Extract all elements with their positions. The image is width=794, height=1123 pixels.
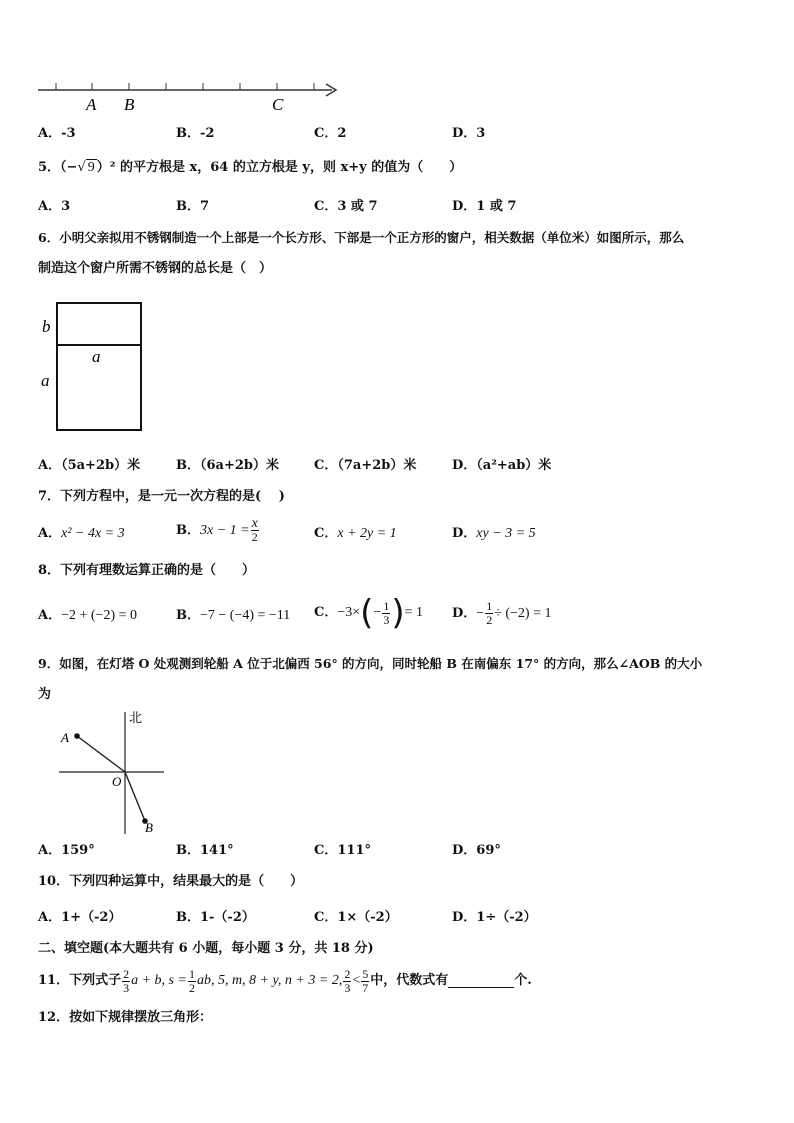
label-lighthouse-o: O — [112, 774, 122, 789]
q12-stem: 12．按如下规律摆放三角形： — [38, 1010, 213, 1025]
label-a-side: a — [41, 371, 50, 390]
number-line-figure — [36, 78, 346, 116]
point-label-c: C — [272, 95, 284, 114]
label-ship-b: B — [145, 820, 153, 835]
q5-option-d: D．1 或 7 — [452, 199, 517, 214]
ray-ob — [125, 772, 145, 821]
q5-option-c: C．3 或 7 — [314, 199, 378, 214]
q7-option-b: B． 3x − 1 = $\frac{x}{2}$ — [176, 516, 258, 544]
q8-option-b: B．−7 − (−4) = −11 — [176, 608, 291, 623]
point-a-dot — [74, 733, 80, 739]
q6-option-d: D．（a²+ab）米 — [452, 458, 552, 473]
q4-option-a: A．-3 — [38, 126, 76, 141]
q9-stem-line1: 9．如图，在灯塔 O 处观测到轮船 A 位于北偏西 56° 的方向，同时轮船 B 在南偏东 17° 的方向，那么∠AOB 的大小 — [38, 656, 703, 671]
q10-option-d: D．1÷（-2） — [452, 910, 537, 925]
q9-option-d: D．69° — [452, 843, 501, 858]
q5-stem: 5．（−√ 9 ）² 的平方根是 x，64 的立方根是 y，则 x+y 的值为（ ） — [38, 160, 463, 175]
compass-figure — [56, 708, 180, 840]
q4-option-d: D．3 — [452, 126, 486, 141]
q8-option-d: D． − $\frac{1}{2}$ ÷ (−2) = 1 — [452, 599, 552, 627]
q10-option-a: A．1+（-2） — [38, 910, 122, 925]
label-ship-a: A — [61, 730, 69, 745]
q10-stem: 10．下列四种运算中，结果最大的是（ ） — [38, 874, 304, 889]
label-a-top: a — [92, 347, 101, 366]
q7-option-c: C．x + 2y = 1 — [314, 526, 397, 541]
north-label: 北 — [129, 711, 143, 726]
q8-option-c: C． −3× ( − $\frac{1}{3}$ ) = 1 — [314, 593, 423, 633]
q10-option-b: B．1-（-2） — [176, 910, 255, 925]
point-label-a: A — [86, 95, 97, 114]
q9-option-a: A．159° — [38, 843, 95, 858]
q6-option-b: B．（6a+2b）米 — [176, 458, 279, 473]
answer-blank[interactable] — [448, 975, 514, 988]
q11-stem: 11．下列式子 $\frac{2}{3}$ a + b, s = $\frac{1}{2}$ ab, 5, m, 8 + y, n + 3 = 2, $\frac{2}{3}$ < $\frac{5}{7}$ 中，代数式有 个. — [38, 966, 532, 995]
q9-option-c: C．111° — [314, 843, 371, 858]
point-label-b: B — [124, 95, 135, 114]
window-figure — [36, 300, 148, 436]
q8-option-a: A．−2 + (−2) = 0 — [38, 608, 137, 623]
section-2-title: 二、填空题(本大题共有 6 小题，每小题 3 分，共 18 分) — [38, 941, 374, 956]
sqrt-sign: √ — [77, 160, 86, 175]
q7-stem: 7．下列方程中，是一元一次方程的是( ) — [38, 489, 285, 504]
q8-stem: 8．下列有理数运算正确的是（ ） — [38, 563, 256, 578]
q5-radicand: 9 — [87, 160, 95, 175]
q4-option-b: B．-2 — [176, 126, 215, 141]
q10-option-c: C．1×（-2） — [314, 910, 398, 925]
q6-stem-line1: 6．小明父亲拟用不锈钢制造一个上部是一个长方形、下部是一个正方形的窗户，相关数据（单位米）如图所示，那么 — [38, 230, 685, 245]
q6-option-a: A．（5a+2b）米 — [38, 458, 141, 473]
ray-oa — [77, 736, 125, 772]
number-line-ticks — [56, 83, 314, 90]
q6-stem-line2: 制造这个窗户所需不锈钢的总长是（ ） — [38, 261, 273, 276]
q7-option-d: D．xy − 3 = 5 — [452, 526, 536, 541]
q5-option-a: A．3 — [38, 199, 71, 214]
q6-option-c: C．（7a+2b）米 — [314, 458, 417, 473]
label-b: b — [42, 317, 51, 336]
q4-option-c: C．2 — [314, 126, 347, 141]
window-frame — [57, 303, 141, 430]
q5-option-b: B．7 — [176, 199, 210, 214]
q7-option-a: A．x² − 4x = 3 — [38, 526, 125, 541]
q9-option-b: B．141° — [176, 843, 234, 858]
q9-stem-line2: 为 — [38, 687, 52, 702]
